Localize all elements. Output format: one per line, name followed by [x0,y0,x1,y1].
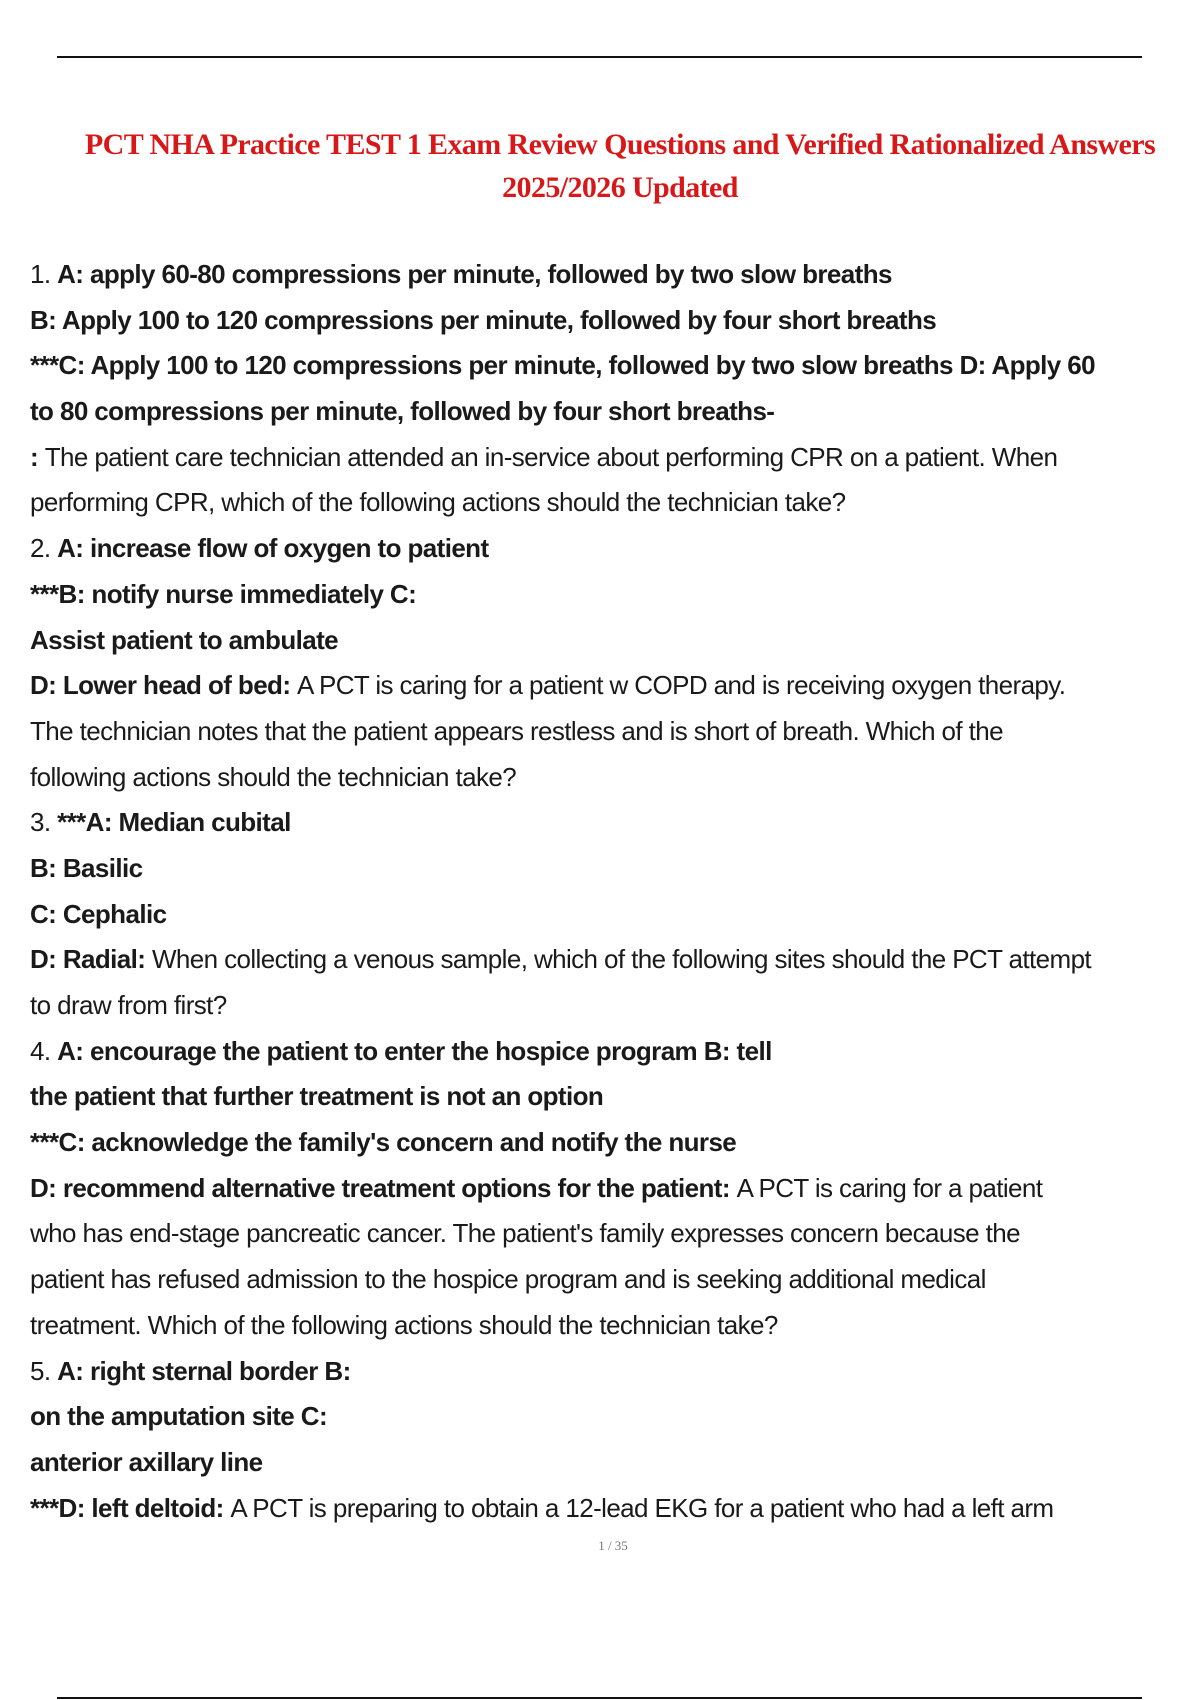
text-line [30,1120,1200,1166]
bold-text: ***B: notify nurse immediately C: [30,578,417,609]
text-line [30,892,1200,938]
body-text: patient has refused admission to the hospice program and is seeking additional medical [30,1264,986,1295]
body-text: The patient care technician attended an in-service about performing CPR on a patient. When [44,441,1058,472]
body-text: 1. [30,259,58,289]
text-line [30,663,1200,709]
text-line [30,526,1200,572]
body-text: following actions should the technician take? [30,761,517,792]
text-line [30,1211,1200,1257]
body-text: 4. [30,1035,58,1066]
body-text: 5. [30,1355,58,1386]
text-line [30,572,1200,618]
bold-text: D: recommend alternative treatment options for the patient: [30,1172,737,1203]
bold-text: B: Basilic [30,852,143,883]
body-text: treatment. Which of the following actions should the technician take? [30,1309,778,1340]
bold-text: ***D: left deltoid: [30,1492,231,1523]
bold-text: A: increase flow of oxygen to patient [57,533,489,564]
bold-text: C: Cephalic [30,898,167,929]
bold-text: A: right sternal border B: [57,1355,351,1386]
text-line [30,937,1200,983]
text-line [30,1074,1200,1120]
text-line [30,435,1200,481]
text-line [30,298,1200,344]
text-line [30,480,1200,526]
text-line [30,618,1200,664]
text-line [30,755,1200,801]
text-line [30,1166,1200,1212]
text-line [30,1303,1200,1349]
bold-text: A: encourage the patient to enter the hospice program B: tell [57,1035,772,1066]
body-text: performing CPR, which of the following actions should the technician take? [30,487,846,518]
body-text: When collecting a venous sample, which of the following sites should the PCT attempt [151,944,1092,975]
bottom-rule [57,1697,1142,1699]
text-line [30,1257,1200,1303]
text-line [30,846,1200,892]
question-list [30,252,1200,1531]
bold-text: to 80 compressions per minute, followed by four short breaths- [30,396,775,427]
document-title-line-2: 2025/2026 Updated [502,171,738,204]
page-number: 1 / 35 [598,1538,628,1553]
bold-text: B: Apply 100 to 120 compressions per minute, followed by four short breaths [30,304,937,335]
bold-text: Assist patient to ambulate [30,624,339,655]
text-line [30,709,1200,755]
body-text: A PCT is preparing to obtain a 12-lead EKG for a patient who had a left arm [230,1492,1054,1523]
body-text: The technician notes that the patient appears restless and is short of breath. Which of the [30,715,1003,746]
body-text: A PCT is caring for a patient [736,1172,1043,1203]
bold-text: : [30,441,45,472]
bold-text: the patient that further treatment is not an option [30,1081,604,1112]
bold-text: on the amputation site C: [30,1401,328,1432]
bold-text: D: Lower head of bed: [30,670,298,701]
text-line [30,1029,1200,1075]
text-line [30,983,1200,1029]
text-line [30,1394,1200,1440]
top-rule [57,56,1142,58]
text-line [30,800,1200,846]
text-line [30,389,1200,435]
text-line [30,1440,1200,1486]
text-line [30,252,1200,298]
bold-text: A: apply 60-80 compressions per minute, followed by two slow breaths [57,259,892,289]
body-text: 2. [30,533,58,564]
document-title-line-1: PCT NHA Practice TEST 1 Exam Review Questions and Verified Rationalized Answers [84,128,1156,161]
bold-text: ***C: acknowledge the family's concern and notify the nurse [30,1127,737,1158]
text-line [30,1486,1200,1532]
body-text: 3. [30,807,58,838]
body-text: who has end-stage pancreatic cancer. The patient's family expresses concern because the [30,1218,1020,1249]
body-text: A PCT is caring for a patient w COPD and is receiving oxygen therapy. [297,670,1066,701]
bold-text: anterior axillary line [30,1446,263,1477]
text-line [30,343,1200,389]
text-line [30,1349,1200,1395]
bold-text: ***A: Median cubital [57,807,291,838]
bold-text: D: Radial: [30,944,152,975]
bold-text: ***C: Apply 100 to 120 compressions per minute, followed by two slow breaths D: Apply 60 [30,350,1095,381]
body-text: to draw from first? [30,990,227,1020]
